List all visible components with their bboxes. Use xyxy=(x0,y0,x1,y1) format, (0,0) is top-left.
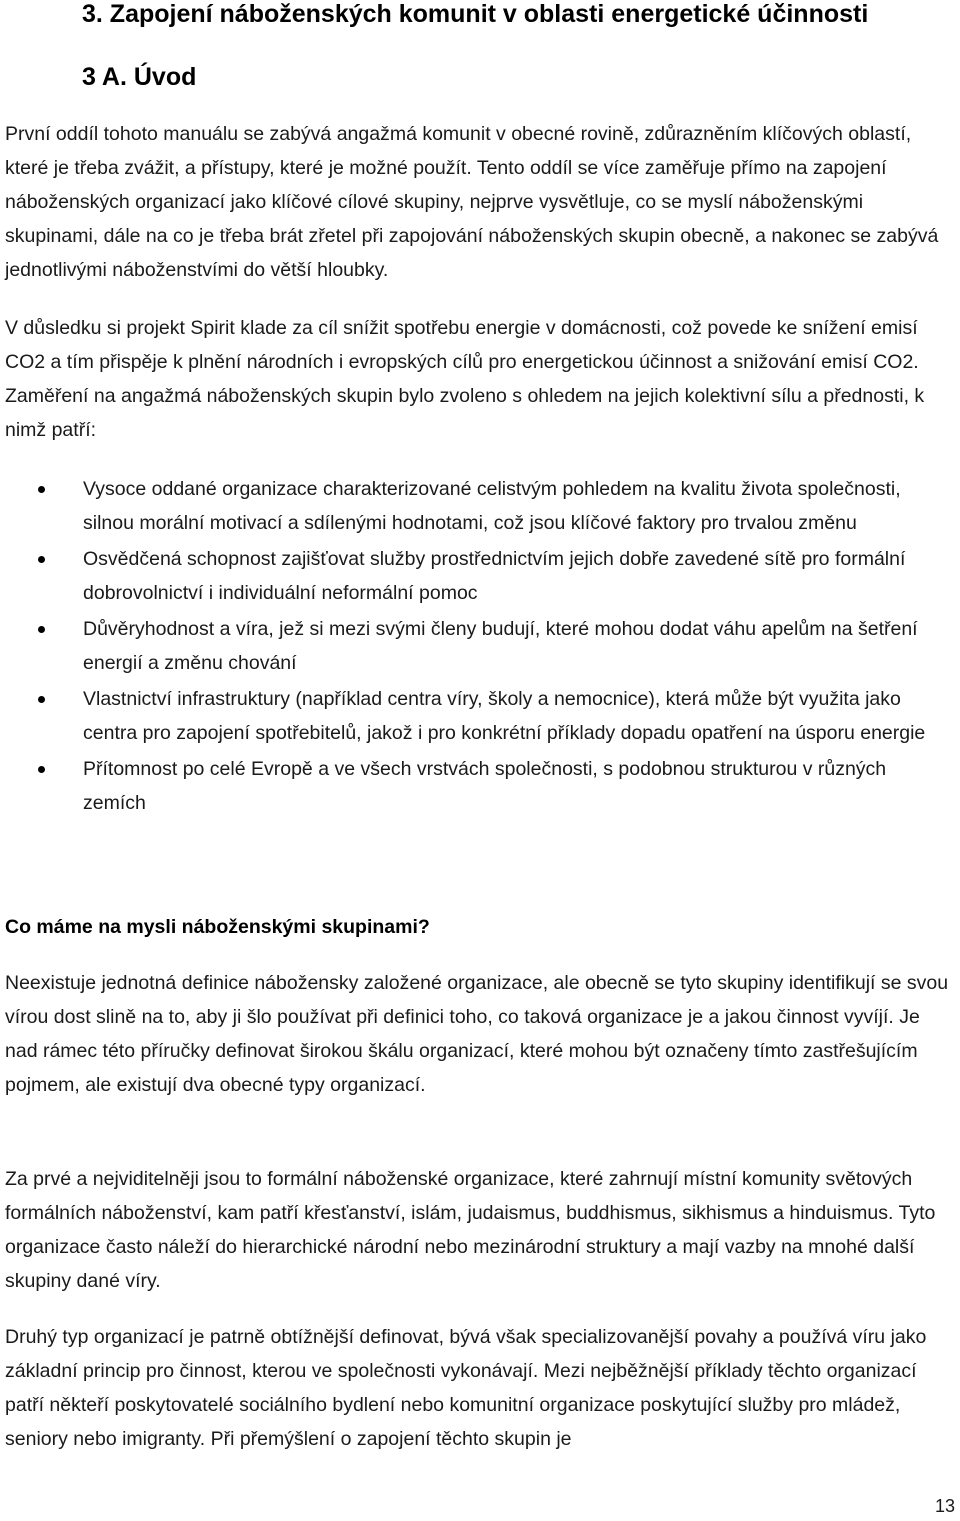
list-item-text: Vysoce oddané organizace charakterizované celistvým pohledem na kvalitu života společnosti, silnou morální motivací a sdílenými hodnotami, což jsou klíčové faktory pro trvalou změnu xyxy=(83,478,901,534)
list-item xyxy=(0,542,940,610)
bullet-icon xyxy=(38,486,45,493)
subsection-title: 3 A. Úvod xyxy=(82,63,197,91)
intro-paragraph: První oddíl tohoto manuálu se zabývá angažmá komunit v obecné rovině, zdůrazněním klíčových oblastí, které je třeba zvážit, a přístupy, které je možné použít. Tento oddíl se více zaměřuje přímo na zapojení náboženských organizací jako klíčové cílové skupiny, nejprve vysvětluje, co se myslí náboženskými skupinami, dále na co je třeba brát zřetel při zapojování náboženských skupin obecně, a nakonec se zabývá jednotlivými náboženstvími do větší hloubky. xyxy=(5,123,939,281)
list-item-text: Osvědčená schopnost zajišťovat služby prostřednictvím jejich dobře zavedené sítě pro formální dobrovolnictví i individuální neformální pomoc xyxy=(83,548,906,604)
list-item xyxy=(0,472,940,540)
bullet-icon xyxy=(38,766,45,773)
list-item-text: Vlastnictví infrastruktury (například centra víry, školy a nemocnice), která může být využita jako centra pro zapojení spotřebitelů, jakož i pro konkrétní příklady dopadu opatření na úsporu energie xyxy=(83,688,926,744)
definition-paragraph: Neexistuje jednotná definice nábožensky založené organizace, ale obecně se tyto skupiny identifikují se svou vírou dost slině na to, aby ji šlo používat při definici toho, co taková organizace je a jakou činnost vyvíjí. Je nad rámec této příručky definovat širokou škálu organizací, které mohou být označeny tímto zastřešujícím pojmem, ale existují dva obecné typy organizací. xyxy=(5,972,949,1096)
bullet-icon xyxy=(38,626,45,633)
strengths-list xyxy=(0,472,940,822)
section-title: 3. Zapojení náboženských komunit v oblasti energetické účinnosti xyxy=(82,0,869,28)
list-item xyxy=(0,752,940,820)
list-item-text: Důvěryhodnost a víra, jež si mezi svými členy budují, které mohou dodat váhu apelům na šetření energií a změnu chování xyxy=(83,618,918,674)
page-number: 13 xyxy=(934,1496,955,1516)
project-goal-paragraph: V důsledku si projekt Spirit klade za cíl snížit spotřebu energie v domácnosti, což povede ke snížení emisí CO2 a tím přispěje k plnění národních i evropských cílů pro energetickou účinnost a snižování emisí CO2. Zaměření na angažmá náboženských skupin bylo zvoleno s ohledem na jejich kolektivní sílu a přednosti, k nimž patří: xyxy=(5,317,925,441)
bullet-icon xyxy=(38,556,45,563)
list-item xyxy=(0,612,940,680)
list-item-text: Přítomnost po celé Evropě a ve všech vrstvách společnosti, s podobnou strukturou v různých zemích xyxy=(83,758,887,814)
bullet-icon xyxy=(38,696,45,703)
question-heading: Co máme na mysli náboženskými skupinami? xyxy=(5,916,430,938)
second-type-paragraph: Druhý typ organizací je patrně obtížnější definovat, bývá však specializovanější povahy a používá víru jako základní princip pro činnost, kterou ve společnosti vykonávají. Mezi nejběžnější příklady těchto organizací patří někteří poskytovatelé sociálního bydlení nebo komunitní organizace poskytující služby pro mládež, seniory nebo imigranty. Při přemýšlení o zapojení těchto skupin je xyxy=(5,1326,927,1450)
formal-organizations-paragraph: Za prvé a nejviditelněji jsou to formální náboženské organizace, které zahrnují místní komunity světových formálních náboženství, kam patří křesťanství, islám, judaismus, buddhismus, sikhismus a hinduismus. Tyto organizace často náleží do hierarchické národní nebo mezinárodní struktury a mají vazby na mnohé další skupiny dané víry. xyxy=(5,1168,936,1292)
list-item xyxy=(0,682,940,750)
